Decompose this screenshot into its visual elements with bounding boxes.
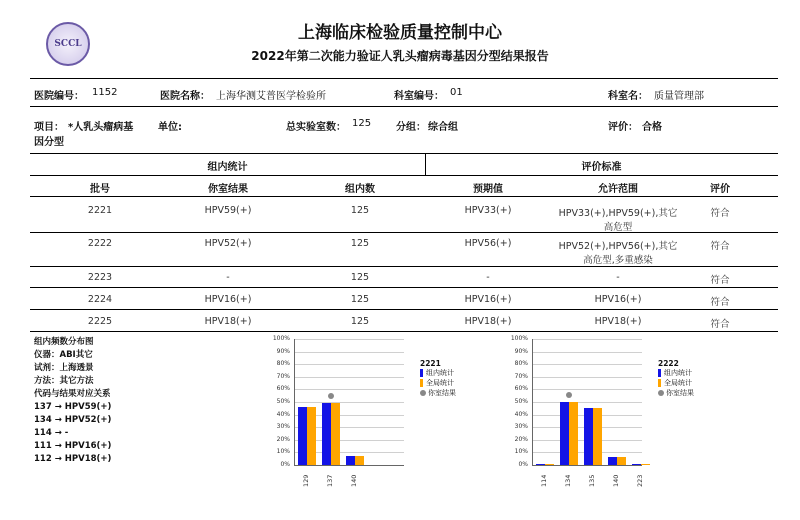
bar-group-stat (608, 457, 617, 465)
sidebar-line: 试剂：上海透景 (34, 363, 94, 373)
y-axis (532, 339, 533, 465)
table-cell: 2221 (87, 205, 113, 216)
col-expected: 预期值 (473, 184, 503, 195)
group-stats-header: 组内统计 (207, 162, 248, 173)
y-tick-label: 90% (276, 347, 290, 355)
x-axis (532, 465, 642, 466)
group-value: 综合组 (428, 122, 458, 133)
x-tick-label: 140 (350, 474, 358, 487)
legend-overall-swatch (420, 379, 423, 387)
row-divider (30, 232, 778, 233)
unit-label: 单位: (158, 122, 182, 133)
y-tick-label: 100% (510, 335, 528, 342)
x-tick-label: 114 (540, 474, 548, 487)
table-cell: 符合 (710, 241, 730, 252)
table-cell: HPV18(+) (464, 316, 512, 327)
table-cell: 2225 (87, 316, 113, 327)
table-cell: 125 (350, 316, 370, 327)
gridline (532, 352, 642, 353)
sidebar-line: 代码与结果对应关系 (34, 389, 111, 399)
x-tick-label: 137 (326, 474, 334, 487)
col-range: 允许范围 (598, 184, 638, 195)
x-tick-label: 223 (636, 474, 644, 487)
row-divider (30, 309, 778, 310)
y-tick-label: 30% (514, 423, 528, 431)
legend-group-swatch (658, 369, 661, 377)
legend-overall (658, 378, 694, 388)
hospital-name-label: 医院名称： (160, 91, 210, 102)
sidebar-notes (34, 336, 111, 466)
bar-overall-stat (331, 403, 340, 465)
legend-title: 2222 (658, 359, 679, 368)
dept-no: 01 (450, 87, 463, 98)
logo-text: SCCL (54, 39, 82, 49)
col-your-result: 你室结果 (208, 184, 248, 195)
gridline (532, 402, 642, 403)
dept-name: 质量管理部 (654, 91, 704, 102)
y-tick-label: 50% (276, 398, 290, 405)
legend-group (658, 368, 694, 378)
table-cell: 2224 (87, 294, 113, 305)
hospital-no-label: 医院编号： (34, 91, 84, 102)
legend-yours (420, 388, 456, 398)
chart-2221 (270, 333, 480, 518)
bar-group-stat (346, 456, 355, 465)
sidebar-line: 134 → HPV52(+) (34, 415, 112, 425)
your-result-dot (328, 393, 334, 399)
gridline (294, 339, 404, 340)
bar-group-stat (298, 407, 307, 465)
page-title: 上海临床检验质量控制中心 (298, 23, 502, 43)
row-divider (30, 266, 778, 267)
y-tick-label: 70% (276, 372, 290, 380)
legend-overall (420, 378, 456, 388)
x-tick-label: 135 (588, 474, 596, 487)
gridline (532, 364, 642, 365)
table-cell: - (226, 272, 230, 283)
y-tick-label: 20% (514, 435, 528, 443)
hospital-name: 上海华测艾普医学检验所 (216, 91, 326, 102)
legend-yours-swatch (420, 390, 426, 396)
table-cell: HPV33(+) (464, 205, 512, 216)
project-value-2: 因分型 (34, 137, 64, 148)
table-cell: 符合 (710, 275, 730, 286)
y-tick-label: 0% (518, 461, 528, 468)
sidebar-line: 112 → HPV18(+) (34, 454, 112, 464)
table-cell: 符合 (710, 297, 730, 308)
your-result-dot (566, 392, 572, 398)
chart-legend (658, 359, 694, 398)
table-cell: 高危型 (603, 222, 633, 233)
project-value-1: *人乳头瘤病基 (68, 122, 134, 133)
bar-overall-stat (569, 402, 578, 465)
legend-title: 2221 (420, 359, 441, 368)
header-divider (30, 78, 778, 79)
gridline (532, 377, 642, 378)
info-divider (30, 106, 778, 107)
legend-yours (658, 388, 694, 398)
table-cell: HPV18(+) (204, 316, 252, 327)
gridline (294, 402, 404, 403)
sidebar-line: 111 → HPV16(+) (34, 441, 112, 451)
bar-group-stat (560, 402, 569, 465)
table-cell: 125 (350, 205, 370, 216)
table-cell: HPV18(+) (594, 316, 642, 327)
bar-group-stat (632, 464, 641, 465)
table-cell: 2222 (87, 238, 113, 249)
table-cell: - (486, 272, 490, 283)
eval-value: 合格 (642, 122, 662, 133)
bar-overall-stat (355, 456, 364, 465)
sidebar-line: 114 → - (34, 428, 69, 438)
legend-overall-swatch (658, 379, 661, 387)
table-cell: 符合 (710, 319, 730, 330)
bar-overall-stat (617, 457, 626, 465)
y-tick-label: 70% (514, 372, 528, 380)
bar-group-stat (322, 403, 331, 465)
table-cell: 高危型,多重感染 (583, 255, 653, 266)
x-axis (294, 465, 404, 466)
row-divider (30, 287, 778, 288)
legend-overall-label: 全局统计 (426, 379, 454, 387)
sidebar-line: 方法：其它方法 (34, 376, 94, 386)
table-cell: 125 (350, 272, 370, 283)
table-bottom-line (30, 331, 778, 332)
legend-yours-swatch (658, 390, 664, 396)
gridline (532, 389, 642, 390)
y-tick-label: 30% (276, 423, 290, 431)
table-cell: 125 (350, 238, 370, 249)
y-tick-label: 40% (514, 410, 528, 418)
table-cell: HPV16(+) (204, 294, 252, 305)
bar-overall-stat (545, 464, 554, 465)
sidebar-line: 组内频数分布图 (34, 337, 94, 347)
bar-overall-stat (641, 464, 650, 465)
y-tick-label: 40% (276, 410, 290, 418)
table-cell: 125 (350, 294, 370, 305)
dept-name-label: 科室名： (608, 91, 648, 102)
bar-group-stat (584, 408, 593, 465)
project-label: 项目： (34, 122, 64, 133)
table-cell: HPV59(+) (204, 205, 252, 216)
col-batch: 批号 (90, 184, 110, 195)
dept-no-label: 科室编号： (394, 91, 444, 102)
gridline (294, 389, 404, 390)
table-cell: HPV56(+) (464, 238, 512, 249)
table-cell: - (616, 272, 620, 283)
table-cell: HPV52(+) (204, 238, 252, 249)
gridline (532, 339, 642, 340)
x-tick-label: 140 (612, 474, 620, 487)
gridline (294, 364, 404, 365)
legend-yours-label: 你室结果 (666, 389, 694, 397)
col-eval: 评价 (710, 184, 730, 195)
y-tick-label: 90% (514, 347, 528, 355)
x-tick-label: 129 (302, 474, 310, 487)
chart-legend (420, 359, 456, 398)
sidebar-line: 仪器：ABI其它 (34, 350, 93, 360)
eval-standard-header: 评价标准 (581, 162, 622, 173)
y-tick-label: 20% (276, 435, 290, 443)
y-tick-label: 80% (514, 360, 528, 368)
y-tick-label: 60% (276, 385, 290, 393)
table-top-line (30, 153, 778, 154)
legend-group-label: 组内统计 (426, 369, 454, 377)
y-tick-label: 60% (514, 385, 528, 393)
hospital-no: 1152 (92, 87, 118, 98)
table-cell: HPV52(+),HPV56(+),其它 (558, 241, 678, 252)
table-cell: HPV16(+) (594, 294, 642, 305)
gridline (294, 352, 404, 353)
bar-overall-stat (307, 407, 316, 465)
table-cell: 2223 (87, 272, 113, 283)
group-label: 分组： (396, 122, 426, 133)
gridline (294, 377, 404, 378)
y-tick-label: 10% (276, 448, 290, 456)
y-tick-label: 50% (514, 398, 528, 405)
table-header-line-1 (30, 175, 778, 176)
table-cell: HPV16(+) (464, 294, 512, 305)
bar-group-stat (536, 464, 545, 465)
legend-overall-label: 全局统计 (664, 379, 692, 387)
legend-group-label: 组内统计 (664, 369, 692, 377)
table-header-line-2 (30, 196, 778, 197)
table-cell: HPV33(+),HPV59(+),其它 (558, 208, 678, 219)
col-group-count: 组内数 (345, 184, 375, 195)
legend-group (420, 368, 456, 378)
legend-yours-label: 你室结果 (428, 389, 456, 397)
chart-2222 (508, 333, 718, 518)
sidebar-line: 137 → HPV59(+) (34, 402, 112, 412)
y-axis (294, 339, 295, 465)
report-subtitle: 2022年第二次能力验证人乳头瘤病毒基因分型结果报告 (251, 49, 549, 63)
table-cell: 符合 (710, 208, 730, 219)
bar-overall-stat (593, 408, 602, 465)
x-tick-label: 134 (564, 474, 572, 487)
legend-group-swatch (420, 369, 423, 377)
eval-label: 评价： (608, 122, 638, 133)
y-tick-label: 10% (514, 448, 528, 456)
y-tick-label: 0% (280, 461, 290, 468)
total-labs-label: 总实验室数： (286, 122, 346, 133)
y-tick-label: 100% (272, 335, 290, 342)
total-labs: 125 (352, 118, 372, 129)
y-tick-label: 80% (276, 360, 290, 368)
